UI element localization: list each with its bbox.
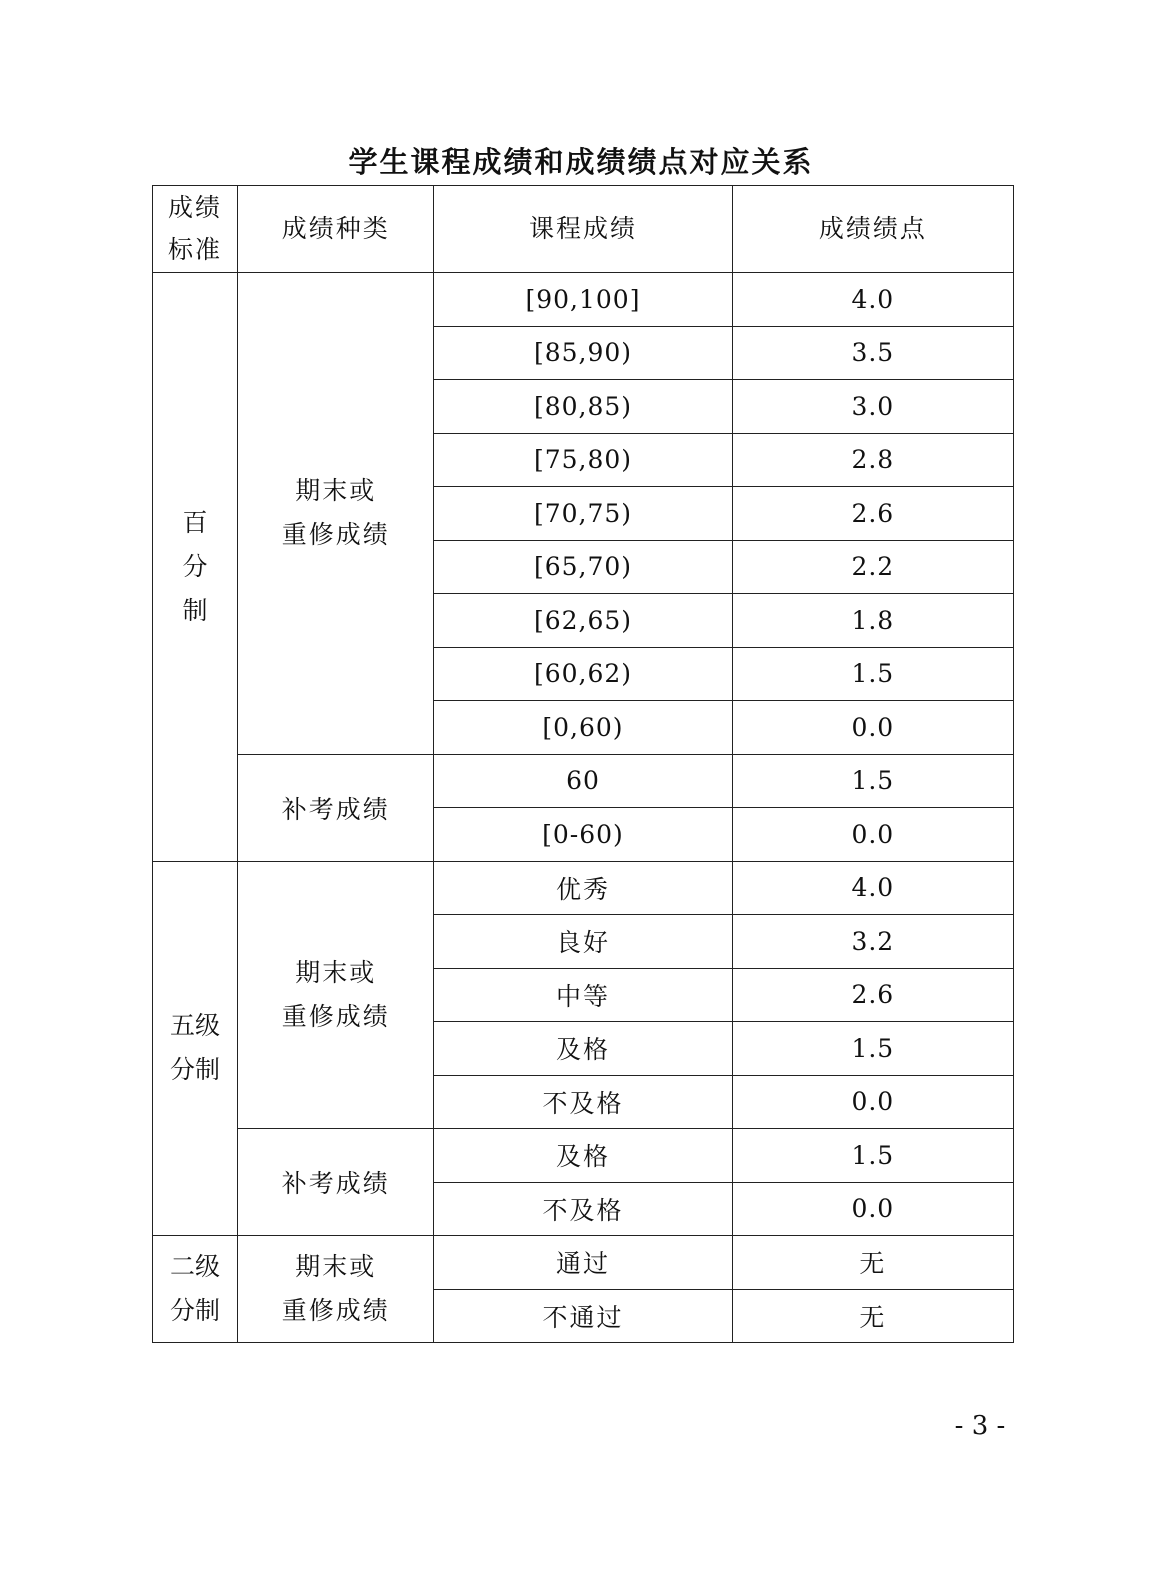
gpa-cell: 4.0 <box>732 861 1013 915</box>
header-score: 课程成绩 <box>434 186 732 273</box>
score-cell: [70,75) <box>434 487 732 541</box>
score-cell: 及格 <box>434 1129 732 1183</box>
gpa-cell: 3.5 <box>732 326 1013 380</box>
table-row <box>153 754 1014 808</box>
grade-gpa-table <box>152 185 1014 1343</box>
table-header-row <box>153 186 1014 273</box>
gpa-cell: 2.2 <box>732 540 1013 594</box>
score-cell: 良好 <box>434 915 732 969</box>
gpa-cell: 0.0 <box>732 808 1013 862</box>
type-makeup-cell: 补考成绩 <box>238 754 434 861</box>
gpa-cell: 无 <box>732 1236 1013 1290</box>
score-cell: [62,65) <box>434 594 732 648</box>
page-title: 学生课程成绩和成绩绩点对应关系 <box>348 145 814 179</box>
gpa-cell: 0.0 <box>732 1075 1013 1129</box>
score-cell: 不通过 <box>434 1289 732 1343</box>
gpa-cell: 无 <box>732 1289 1013 1343</box>
gpa-cell: 1.5 <box>732 1022 1013 1076</box>
gpa-cell: 4.0 <box>732 273 1013 327</box>
score-cell: [0,60) <box>434 701 732 755</box>
gpa-cell: 3.2 <box>732 915 1013 969</box>
score-cell: [90,100] <box>434 273 732 327</box>
score-cell: 不及格 <box>434 1182 732 1236</box>
score-cell: [0-60) <box>434 808 732 862</box>
gpa-cell: 0.0 <box>732 701 1013 755</box>
gpa-cell: 1.5 <box>732 647 1013 701</box>
standard-five-cell: 五级 分制 <box>153 861 238 1236</box>
gpa-cell: 0.0 <box>732 1182 1013 1236</box>
type-final-cell: 期末或 重修成绩 <box>238 1236 434 1343</box>
gpa-cell: 1.5 <box>732 754 1013 808</box>
standard-two-cell: 二级 分制 <box>153 1236 238 1343</box>
page-number: - 3 - <box>954 1411 1006 1441</box>
table-row <box>153 1129 1014 1183</box>
score-cell: [60,62) <box>434 647 732 701</box>
score-cell: 及格 <box>434 1022 732 1076</box>
score-cell: 不及格 <box>434 1075 732 1129</box>
score-cell: 通过 <box>434 1236 732 1290</box>
gpa-cell: 3.0 <box>732 380 1013 434</box>
gpa-cell: 2.8 <box>732 433 1013 487</box>
header-gpa: 成绩绩点 <box>732 186 1013 273</box>
gpa-cell: 2.6 <box>732 487 1013 541</box>
header-type: 成绩种类 <box>238 186 434 273</box>
gpa-cell: 2.6 <box>732 968 1013 1022</box>
table-row <box>153 273 1014 327</box>
score-cell: [80,85) <box>434 380 732 434</box>
score-cell: 优秀 <box>434 861 732 915</box>
type-final-cell: 期末或 重修成绩 <box>238 273 434 755</box>
score-cell: [85,90) <box>434 326 732 380</box>
score-cell: [65,70) <box>434 540 732 594</box>
score-cell: 60 <box>434 754 732 808</box>
header-standard: 成绩 标准 <box>153 186 238 273</box>
gpa-cell: 1.8 <box>732 594 1013 648</box>
table-row <box>153 861 1014 915</box>
score-cell: [75,80) <box>434 433 732 487</box>
standard-hundred-cell: 百 分 制 <box>153 273 238 862</box>
type-final-cell: 期末或 重修成绩 <box>238 861 434 1129</box>
gpa-cell: 1.5 <box>732 1129 1013 1183</box>
table-row <box>153 1236 1014 1290</box>
type-makeup-cell: 补考成绩 <box>238 1129 434 1236</box>
score-cell: 中等 <box>434 968 732 1022</box>
